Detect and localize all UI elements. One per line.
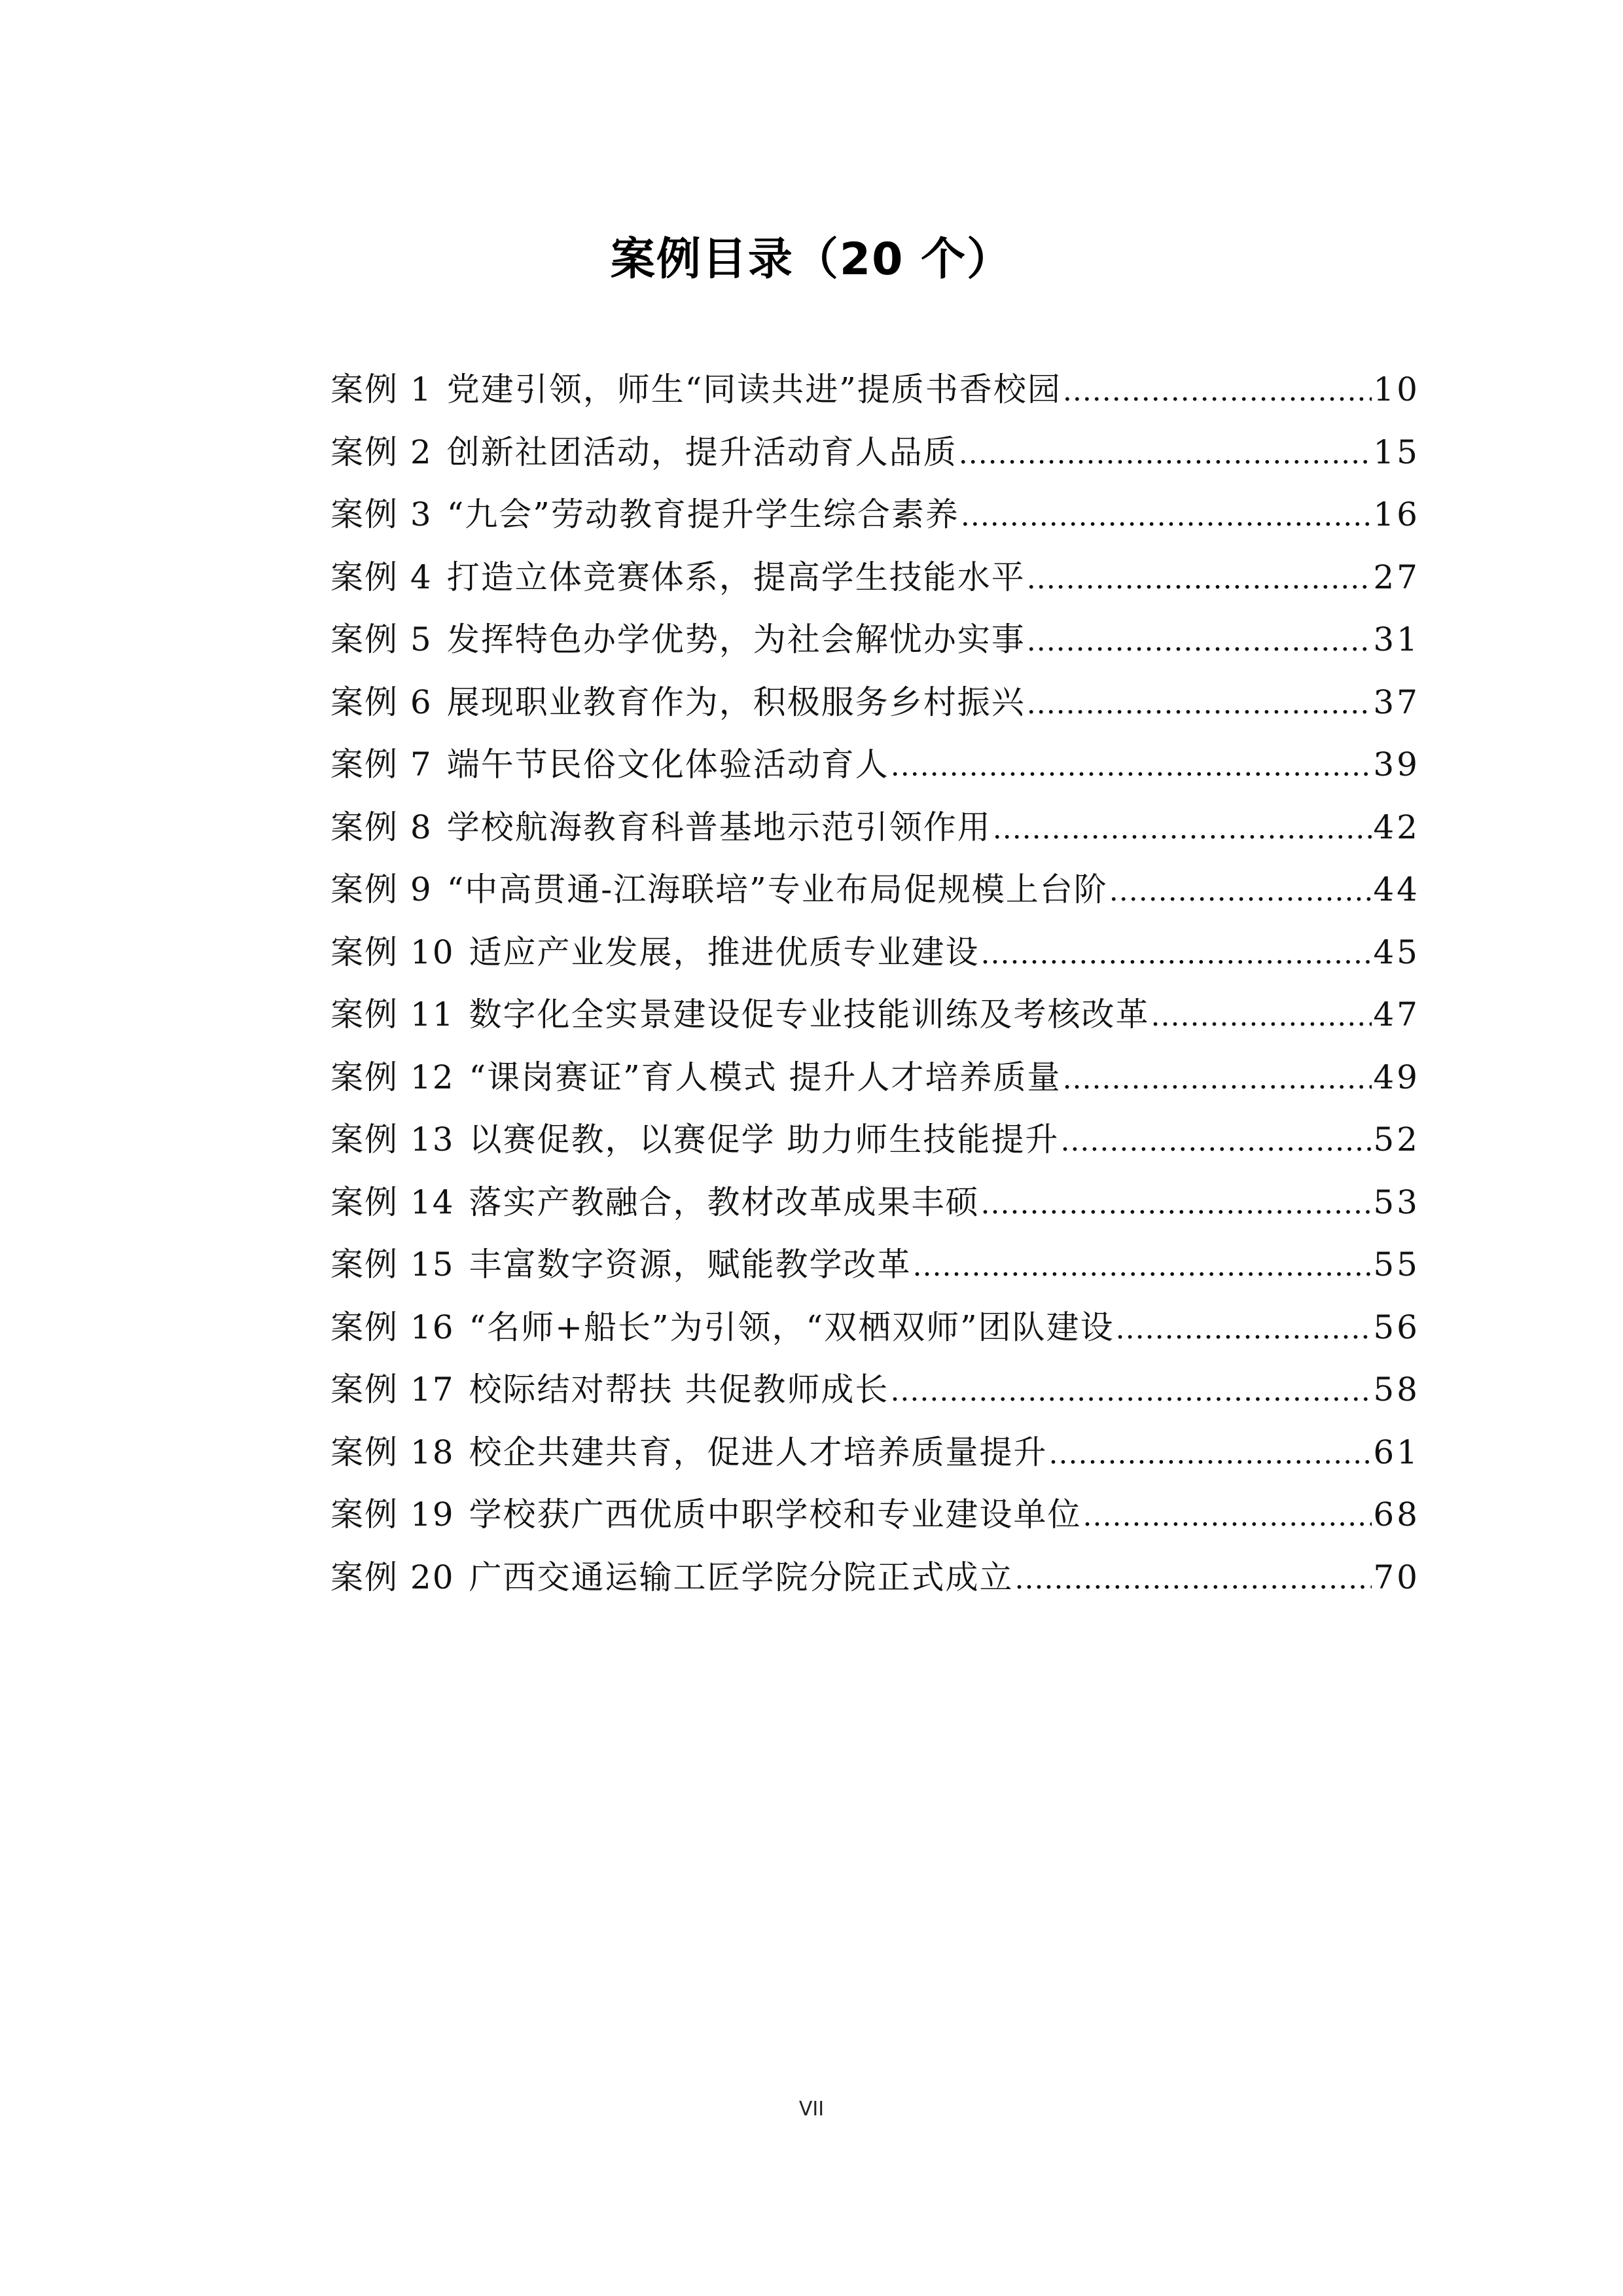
toc-entry-20[interactable] bbox=[330, 1547, 1420, 1609]
dot-leader bbox=[1151, 985, 1372, 1048]
toc-page-number: 52 bbox=[1373, 1121, 1420, 1158]
toc-page-number: 42 bbox=[1373, 808, 1420, 846]
toc-entry-title: 党建引领，师生“同读共进”提质书香校园 bbox=[446, 370, 1061, 408]
dot-leader bbox=[981, 923, 1372, 986]
toc-case-label: 案例 3 bbox=[330, 495, 433, 533]
toc-entry-title: 打造立体竞赛体系，提高学生技能水平 bbox=[446, 558, 1026, 596]
toc-entry-1[interactable] bbox=[330, 359, 1420, 422]
toc-case-label: 案例 20 bbox=[330, 1558, 455, 1596]
toc-case-label: 案例 2 bbox=[330, 433, 433, 471]
toc-entry-10[interactable] bbox=[330, 922, 1420, 984]
toc-case-label: 案例 11 bbox=[330, 996, 455, 1033]
toc-case-label: 案例 18 bbox=[330, 1433, 455, 1471]
toc-case-label: 案例 6 bbox=[330, 683, 433, 721]
toc-case-label: 案例 8 bbox=[330, 808, 433, 846]
toc-entry-11[interactable] bbox=[330, 984, 1420, 1047]
toc-entry-title: 丰富数字资源，赋能教学改革 bbox=[469, 1246, 912, 1283]
toc-page-number: 49 bbox=[1373, 1058, 1420, 1096]
toc-page-number: 37 bbox=[1373, 683, 1420, 721]
toc-case-label: 案例 12 bbox=[330, 1058, 455, 1096]
toc-case-label: 案例 7 bbox=[330, 745, 433, 783]
toc-entry-18[interactable] bbox=[330, 1422, 1420, 1484]
toc-entry-17[interactable] bbox=[330, 1359, 1420, 1422]
toc-case-label: 案例 19 bbox=[330, 1496, 455, 1534]
toc-entry-5[interactable] bbox=[330, 609, 1420, 672]
toc-page-number: 47 bbox=[1373, 996, 1420, 1033]
toc-page-number: 45 bbox=[1373, 933, 1420, 971]
toc-entry-title: 数字化全实景建设促专业技能训练及考核改革 bbox=[469, 996, 1150, 1033]
toc-entry-6[interactable] bbox=[330, 672, 1420, 734]
dot-leader bbox=[1116, 1298, 1372, 1361]
toc-page-number: 53 bbox=[1373, 1183, 1420, 1221]
toc-entry-14[interactable] bbox=[330, 1172, 1420, 1234]
toc-entry-title: 校际结对帮扶 共促教师成长 bbox=[469, 1371, 889, 1408]
dot-leader bbox=[993, 798, 1372, 861]
toc-case-label: 案例 1 bbox=[330, 370, 433, 408]
toc-case-label: 案例 10 bbox=[330, 933, 455, 971]
toc-entry-title: “课岗赛证”育人模式 提升人才培养质量 bbox=[469, 1058, 1061, 1096]
toc-entry-title: 学校获广西优质中职学校和专业建设单位 bbox=[469, 1496, 1082, 1534]
toc-entry-title: 落实产教融合，教材改革成果丰硕 bbox=[469, 1183, 980, 1221]
toc-entry-9[interactable] bbox=[330, 859, 1420, 922]
page-title: 案例目录（20 个） bbox=[610, 234, 1013, 285]
toc-entry-7[interactable] bbox=[330, 734, 1420, 797]
dot-leader bbox=[1027, 673, 1372, 736]
toc-entry-title: 以赛促教，以赛促学 助力师生技能提升 bbox=[469, 1121, 1060, 1158]
toc-page-number: 58 bbox=[1373, 1371, 1420, 1408]
toc-entry-title: “中高贯通-江海联培”专业布局促规模上台阶 bbox=[446, 870, 1108, 908]
dot-leader bbox=[1049, 1423, 1372, 1486]
dot-leader bbox=[961, 485, 1372, 548]
toc-entry-title: “九会”劳动教育提升学生综合素养 bbox=[446, 495, 959, 533]
dot-leader bbox=[1063, 360, 1372, 423]
table-of-contents bbox=[330, 359, 1420, 1609]
toc-page-number: 70 bbox=[1373, 1558, 1420, 1596]
toc-entry-title: 创新社团活动，提升活动育人品质 bbox=[446, 433, 957, 471]
toc-case-label: 案例 16 bbox=[330, 1308, 455, 1346]
toc-entry-19[interactable] bbox=[330, 1484, 1420, 1547]
toc-page-number: 10 bbox=[1373, 370, 1420, 408]
toc-entry-4[interactable] bbox=[330, 547, 1420, 609]
toc-entry-title: “名师+船长”为引领，“双栖双师”团队建设 bbox=[469, 1308, 1115, 1346]
dot-leader bbox=[1109, 860, 1372, 923]
toc-entry-8[interactable] bbox=[330, 797, 1420, 859]
toc-entry-2[interactable] bbox=[330, 422, 1420, 484]
dot-leader bbox=[1060, 1110, 1372, 1173]
toc-case-label: 案例 5 bbox=[330, 620, 433, 658]
toc-entry-13[interactable] bbox=[330, 1109, 1420, 1172]
toc-entry-title: 校企共建共育，促进人才培养质量提升 bbox=[469, 1433, 1048, 1471]
toc-page-number: 39 bbox=[1373, 745, 1420, 783]
toc-page-number: 68 bbox=[1373, 1496, 1420, 1534]
toc-case-label: 案例 9 bbox=[330, 870, 433, 908]
toc-entry-12[interactable] bbox=[330, 1047, 1420, 1109]
toc-entry-title: 学校航海教育科普基地示范引领作用 bbox=[446, 808, 991, 846]
toc-case-label: 案例 15 bbox=[330, 1246, 455, 1283]
toc-entry-title: 广西交通运输工匠学院分院正式成立 bbox=[469, 1558, 1014, 1596]
page-footer-number: VII bbox=[798, 2098, 825, 2121]
dot-leader bbox=[1015, 1548, 1372, 1611]
toc-page-number: 44 bbox=[1373, 870, 1420, 908]
dot-leader bbox=[1063, 1048, 1372, 1111]
toc-entry-title: 展现职业教育作为，积极服务乡村振兴 bbox=[446, 683, 1026, 721]
dot-leader bbox=[959, 423, 1372, 486]
toc-entry-16[interactable] bbox=[330, 1297, 1420, 1359]
toc-page-number: 16 bbox=[1373, 495, 1420, 533]
toc-case-label: 案例 14 bbox=[330, 1183, 455, 1221]
toc-entry-title: 端午节民俗文化体验活动育人 bbox=[446, 745, 889, 783]
toc-entry-title: 适应产业发展，推进优质专业建设 bbox=[469, 933, 980, 971]
toc-case-label: 案例 4 bbox=[330, 558, 433, 596]
toc-page-number: 61 bbox=[1373, 1433, 1420, 1471]
dot-leader bbox=[913, 1235, 1372, 1298]
toc-case-label: 案例 13 bbox=[330, 1121, 455, 1158]
toc-entry-title: 发挥特色办学优势，为社会解忧办实事 bbox=[446, 620, 1026, 658]
toc-page-number: 31 bbox=[1373, 620, 1420, 658]
toc-entry-3[interactable] bbox=[330, 484, 1420, 547]
toc-page-number: 27 bbox=[1373, 558, 1420, 596]
toc-case-label: 案例 17 bbox=[330, 1371, 455, 1408]
toc-entry-15[interactable] bbox=[330, 1234, 1420, 1297]
dot-leader bbox=[981, 1173, 1372, 1236]
dot-leader bbox=[891, 735, 1372, 798]
toc-page-number: 56 bbox=[1373, 1308, 1420, 1346]
dot-leader bbox=[890, 1360, 1372, 1423]
toc-page-number: 55 bbox=[1373, 1246, 1420, 1283]
dot-leader bbox=[1027, 610, 1372, 673]
toc-page-number: 15 bbox=[1373, 433, 1420, 471]
dot-leader bbox=[1027, 548, 1372, 611]
dot-leader bbox=[1083, 1485, 1372, 1548]
